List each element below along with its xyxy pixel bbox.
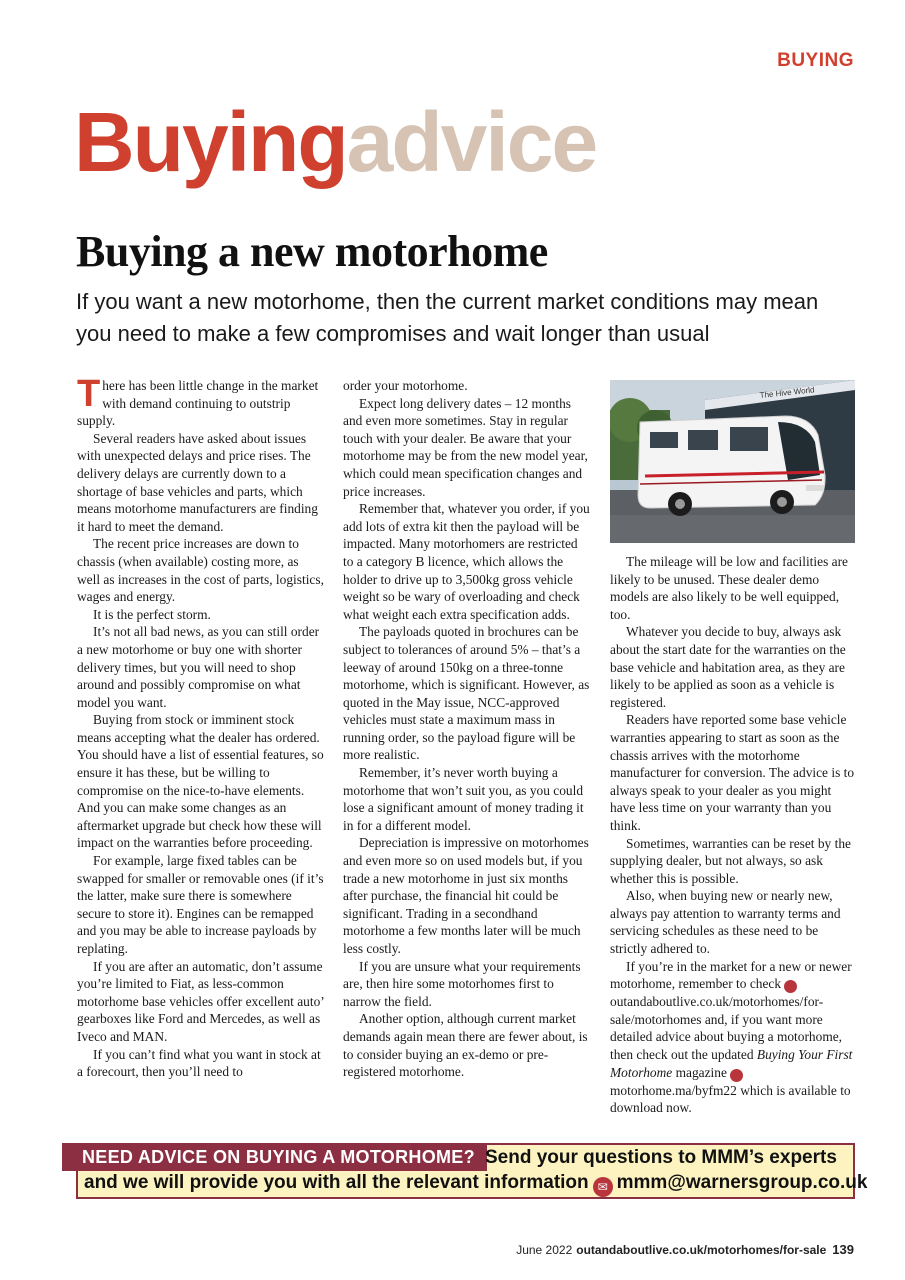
paragraph: There has been little change in the market with demand continuing to outstrip supply. xyxy=(77,373,319,429)
banner-line-2: and we will provide you with all the relevant information ✉ mmm@warnersgroup.co.uk xyxy=(84,1172,867,1197)
paragraph: Buying from stock or imminent stock means accepting what the dealer has ordered. You should have a list of essential features, so ensure it has these, but be willing to compromise on the nice-to-have elements. And you can make some changes as an aftermarket upgrade but check how these will impact on the warranties before proceeding. xyxy=(77,712,324,851)
article-column-2 xyxy=(343,377,591,1081)
paragraph: The mileage will be low and facilities are likely to be unused. These dealer demo models are also likely to be well equipped, too. xyxy=(610,554,848,622)
paragraph: Remember, it’s never worth buying a motorhome that won’t suit you, as you could lose a significant amount of money trading it in for a different model. xyxy=(343,765,584,833)
paragraph: If you can’t find what you want in stock at a forecourt, then you’ll need to xyxy=(77,1046,321,1080)
banner-line-1: Send your questions to MMM’s experts xyxy=(485,1147,837,1168)
paragraph: The recent price increases are down to chassis (when available) costing more, as well as increases in the cost of parts, logistics, wages and energy. xyxy=(77,536,324,605)
headline: Buying a new motorhome xyxy=(76,227,548,276)
paragraph: Expect long delivery dates – 12 months and even more sometimes. Stay in regular touch with your dealer. Be aware that your motorhome may be from the new model year, which could mean specification changes and price increases. xyxy=(343,395,588,499)
paragraph: Whatever you decide to buy, always ask about the start date for the warranties on the base vehicle and habitation area, as they are likely to be applied as soon as a vehicle is registered. xyxy=(610,624,846,710)
page-number: 139 xyxy=(832,1242,854,1257)
masthead-advice: advice xyxy=(346,95,597,189)
paragraph: Several readers have asked about issues with unexpected delays and price rises. The delivery delays are currently down to a shortage of base vehicles and parts, which means motorhome manufacturers are finding it hard to meet the demand. xyxy=(77,430,318,534)
paragraph: order your motorhome. xyxy=(343,378,468,393)
paragraph: If you are unsure what your requirements are, then hire some motorhomes first to narrow the field. xyxy=(343,958,581,1009)
paragraph: Another option, although current market demands again mean there are fewer about, is to consider buying an ex-demo or pre-registered motorhome. xyxy=(343,1011,588,1080)
banner-tab: NEED ADVICE ON BUYING A MOTORHOME? xyxy=(62,1143,487,1171)
paragraph: It is the perfect storm. xyxy=(93,606,211,622)
paragraph: Remember that, whatever you order, if you add lots of extra kit then the payload will be impacted. Many motorhomers are restricted to a category B licence, which allows the holder to drive up to 3,500kg gross vehicle weight so be wary of overloading and check what weight each extra specification adds. xyxy=(343,501,590,622)
paragraph: If you’re in the market for a new or newer motorhome, remember to check ■outandaboutlive.co.uk/motorhomes/for-sale/motorhomes and, if you want more detailed advice about buying a motorhome, then check out the updated Buying Your First Motorhome magazine ■motorhome.ma/byfm22 which is available to download now. xyxy=(610,958,853,1116)
magazine-title: Buying Your First Motorhome xyxy=(610,1047,853,1080)
paragraph: Sometimes, warranties can be reset by the supplying dealer, but not always, so ask whether this is possible. xyxy=(610,835,851,886)
section-label: BUYING xyxy=(777,50,854,71)
email-icon: ✉ xyxy=(593,1177,613,1197)
email-link[interactable]: mmm@warnersgroup.co.uk xyxy=(616,1172,868,1193)
link-icon: ■ xyxy=(730,1069,743,1082)
issue-date: June 2022 xyxy=(516,1243,573,1257)
dealer-sign: The Hive World xyxy=(759,385,815,400)
paragraph: Readers have reported some base vehicle warranties appearing to start as soon as the chassis arrives with the motorhome manufacturer for conversion. The advice is to always speak to your dealer as you might have less time on your warranty than you think. xyxy=(610,712,855,833)
footer-url[interactable]: outandaboutlive.co.uk/motorhomes/for-sale xyxy=(576,1243,827,1257)
masthead-buying: Buying xyxy=(74,95,347,189)
paragraph: It’s not all bad news, as you can still order a new motorhome or buy one with shorter delivery times, but you will need to shop around and possibly compromise on what model you want. xyxy=(77,624,320,710)
magazine-link[interactable]: motorhome.ma/byfm22 xyxy=(610,1082,737,1098)
masthead xyxy=(74,95,597,189)
paragraph: For example, large fixed tables can be swapped for smaller or removable ones (if it’s the latter, make sure there is somewhere secure to store it). Engines can be remapped and you may be able to increase payloads by replating. xyxy=(77,853,324,956)
article-column-3 xyxy=(610,553,858,1117)
paragraph: The payloads quoted in brochures can be subject to tolerances of around 5% – that’s a leeway of around 150kg on a three-tonne motorhome, which is significant. However, as quoted in the May issue, NCC-approved vehicles must state a maximum mass in running order, so the payload figure will be more realistic. xyxy=(343,624,590,763)
listings-link[interactable]: outandaboutlive.co.uk/motorhomes/for-sale/motorhomes xyxy=(610,994,824,1027)
standfirst: If you want a new motorhome, then the current market conditions may mean you need to make a few compromises and wait longer than usual xyxy=(76,289,819,346)
link-icon: ■ xyxy=(784,980,797,993)
drop-cap: T xyxy=(77,373,101,415)
paragraph: Also, when buying new or nearly new, always pay attention to warranty terms and servicing schedules as these need to be strictly adhered to. xyxy=(610,888,841,957)
page-footer xyxy=(516,1242,854,1257)
motorhome-photo xyxy=(610,380,855,543)
paragraph: Depreciation is impressive on motorhomes and even more so on used models but, if you trade a new motorhome in just six months after purchase, the financial hit could be significant. Trading in a secondhand motorhome a few months later will be much less costly. xyxy=(343,835,589,956)
advice-banner xyxy=(62,1143,868,1199)
paragraph: If you are after an automatic, don’t assume you’re limited to Fiat, as less-common motorhome base vehicles offer excellent auto’ gearboxes like Ford and Mercedes, as well as Iveco and MAN. xyxy=(77,958,324,1044)
article-column-1 xyxy=(77,373,325,1081)
